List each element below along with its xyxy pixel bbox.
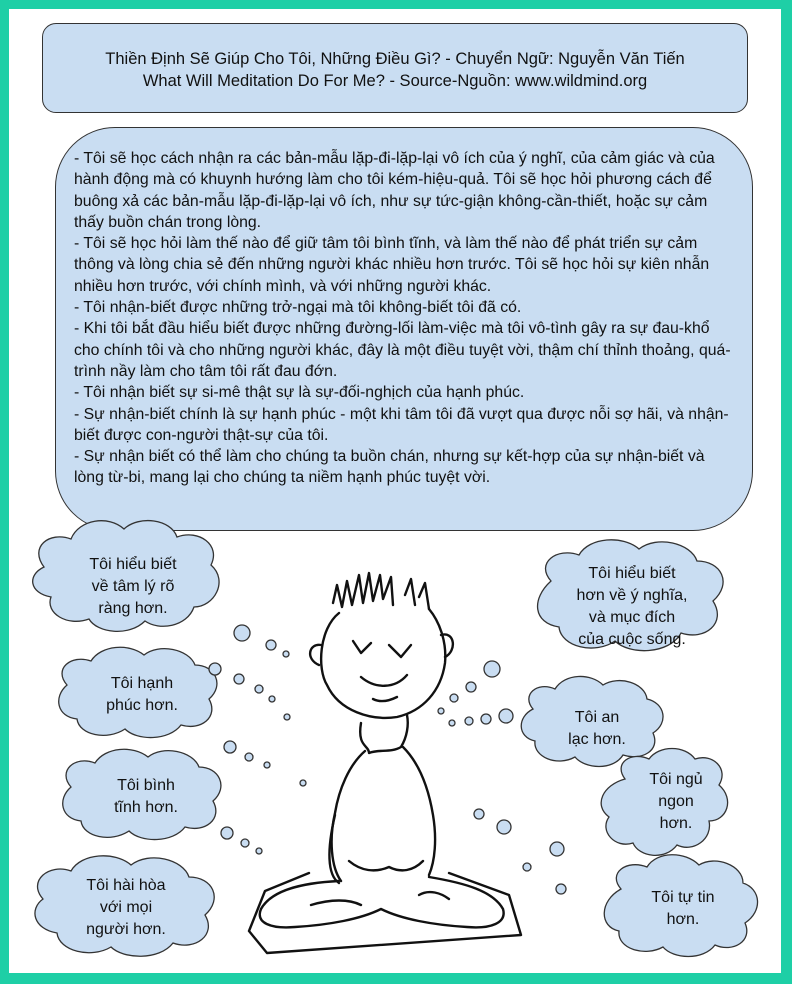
bubble-line: ngon: [658, 793, 694, 810]
bubble-line: Tôi ngủ: [649, 771, 703, 788]
benefit-paragraph: - Tôi sẽ học cách nhận ra các bản-mẫu lặp-đi-lặp-lại vô ích của ý nghĩ, của cảm giác và của hành động mà có khuynh hướng làm cho tôi kém-hiệu-quả. Tôi sẽ học hỏi phương cách để buông xả các bản-mẫu lặp-đi-lặp-lại vô ích, như sự tức-giận không-cần-thiết, hoặc sự cảm thấy buồn chán trong lòng.: [74, 150, 715, 231]
benefit-paragraph: - Khi tôi bắt đầu hiểu biết được những đường-lối làm-việc mà tôi vô-tình gây ra sự đau-khổ cho chính tôi và cho những người khác, đây là một điều tuyệt vời, thậm chí thỉnh thoảng, quá-trình nầy làm cho tâm tôi rất đau đớn.: [74, 320, 731, 380]
bubble-line: Tôi hiểu biết: [89, 556, 177, 573]
bubble-more-confident: [623, 887, 743, 931]
bubble-line: Tôi hiểu biết: [588, 565, 676, 582]
title-line-vietnamese: Thiền Định Sẽ Giúp Cho Tôi, Những Điều Gì? - Chuyển Ngữ: Nguyễn Văn Tiến: [105, 50, 685, 68]
bubble-understand-psychology: [71, 554, 195, 620]
benefit-paragraph: - Tôi nhận biết sự si-mê thật sự là sự-đối-nghịch của hạnh phúc.: [74, 384, 525, 402]
bubble-line: ràng hơn.: [98, 600, 168, 617]
bubble-line: tĩnh hơn.: [114, 799, 178, 816]
meditating-figure: [249, 573, 521, 953]
bubble-line: người hơn.: [86, 921, 166, 938]
bubble-line: và mục đích: [588, 609, 676, 626]
benefit-paragraph: - Tôi sẽ học hỏi làm thế nào để giữ tâm tôi bình tĩnh, và làm thế nào để phát triển sự cảm thông và lòng chia sẻ đến những người khác nhiều hơn trước. Tôi sẽ học hỏi sự kiên nhẫn nhiều hơn trước, với chính mình, và với những người khác.: [74, 235, 710, 295]
benefit-paragraph: - Sự nhận-biết chính là sự hạnh phúc - một khi tâm tôi đã vượt qua được nỗi sợ hãi, và nhận-biết được con-người thật-sự của tôi.: [74, 405, 729, 444]
bubble-happier: [85, 673, 199, 717]
bubble-sleep-better: [631, 769, 721, 835]
title-line-english: What Will Meditation Do For Me? - Source-Nguồn: www.wildmind.org: [142, 72, 648, 90]
page: [9, 9, 781, 973]
bubble-line: với mọi: [99, 899, 153, 916]
bubble-line: Tôi hài hòa: [86, 877, 166, 894]
bubble-line: của cuộc sống.: [578, 631, 686, 648]
bubble-line: Tôi an: [574, 709, 620, 726]
bubble-line: hơn về ý nghĩa,: [576, 587, 688, 604]
benefit-paragraph: - Tôi nhận-biết được những trở-ngại mà tôi không-biết tôi đã có.: [74, 299, 522, 317]
bubble-line: Tôi bình: [117, 777, 175, 794]
bubble-calmer: [89, 775, 203, 819]
bubble-line: phúc hơn.: [106, 697, 178, 714]
bubble-line: Tôi hạnh: [110, 675, 174, 692]
bubble-meaning-of-life: [559, 563, 705, 651]
bubble-line: lạc hơn.: [568, 731, 626, 748]
bubble-harmonious: [59, 875, 193, 941]
bubble-line: về tâm lý rõ: [91, 578, 175, 595]
bubble-line: Tôi tự tin: [651, 889, 715, 906]
benefit-paragraph: - Sự nhận biết có thể làm cho chúng ta buồn chán, nhưng sự kết-hợp của sự nhận-biết và lòng từ-bi, mang lại cho chúng ta niềm hạnh phúc tuyệt vời.: [74, 448, 705, 487]
bubble-line: hơn.: [666, 911, 700, 928]
bubble-more-peaceful: [549, 707, 645, 751]
bubble-line: hơn.: [659, 815, 693, 832]
